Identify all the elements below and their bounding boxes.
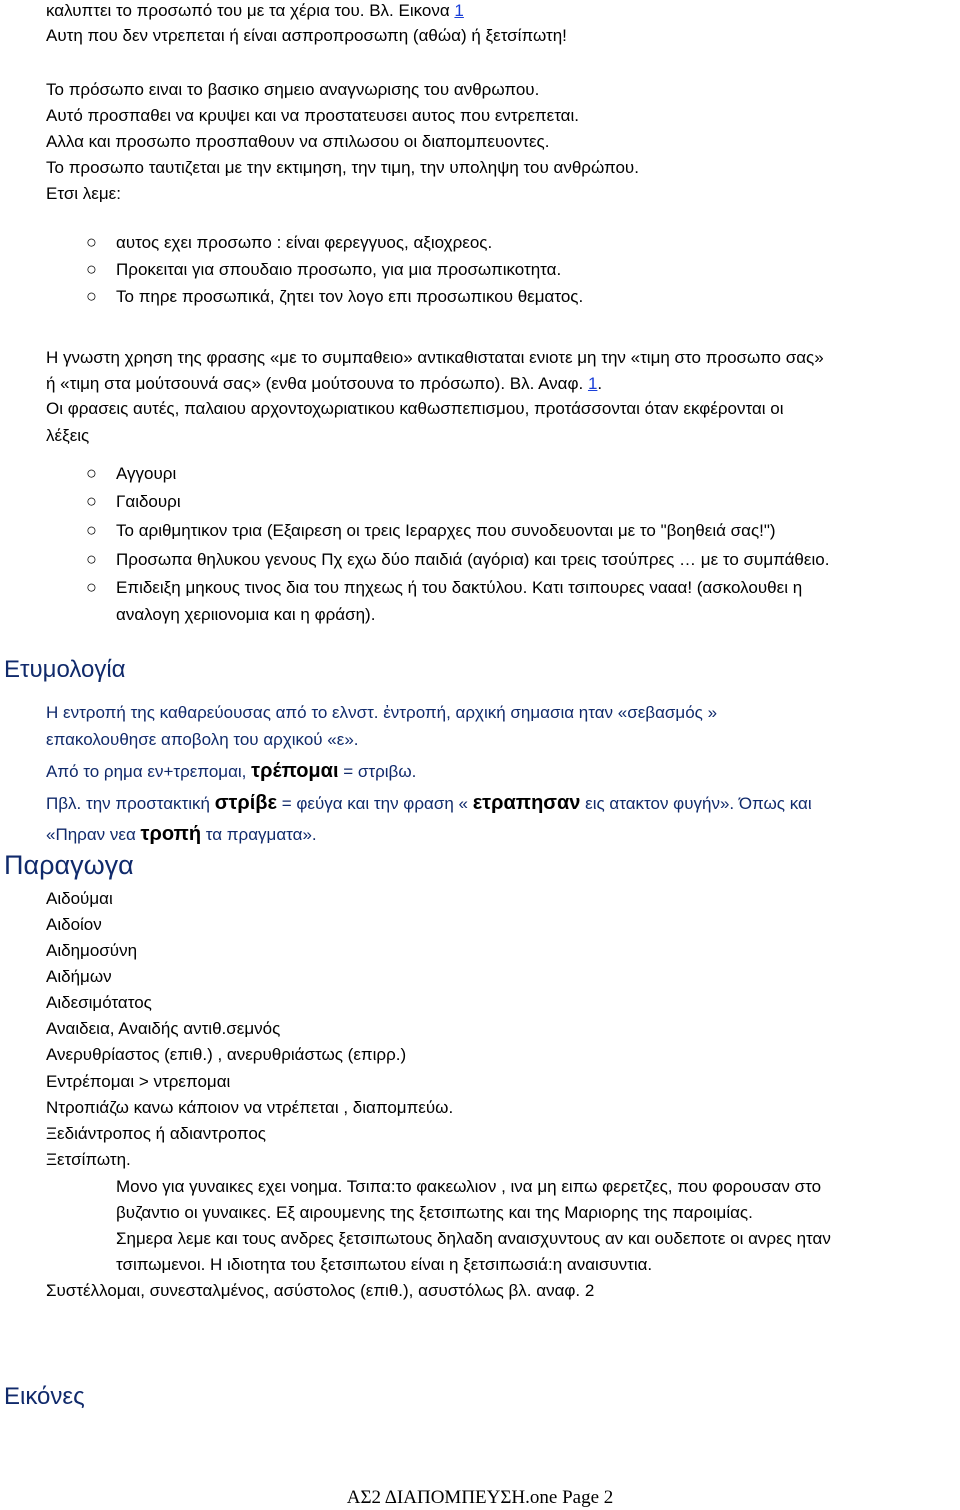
paragraph-text: ή «τιμη στα μούτσουνά σας» (ενθα μούτσουνα το πρόσωπο). Βλ. Αναφ. — [46, 374, 588, 393]
etymology-text: «Πηραν νεα — [46, 825, 141, 844]
derivative-item: Αιδήμων — [46, 967, 112, 986]
derivative-item: Αιδοίον — [46, 915, 102, 934]
hollow-circle-icon: ○ — [86, 549, 97, 569]
indented-note: Μονο για γυναικες εχει νοημα. Τσιπα:το φακεωλιον , ινα μη ειπω φερετζες, που φορουσαν στο — [116, 1177, 822, 1196]
derivative-item: Ξεδιάντροπος ή αδιαντροπος — [46, 1124, 266, 1143]
paragraph-line: Αυτό προσπαθει να κρυψει και να προστατευσει αυτος που εντρεπεται. — [46, 106, 580, 125]
intro-line-2: Αυτη που δεν ντρεπεται ή είναι ασπροπροσωπη (αθώα) ή ξετσίπωτη! — [46, 26, 567, 45]
list-item-text: Αγγουρι — [116, 464, 177, 483]
list-item-text: Επιδειξη μηκους τινος δια του πηχεως ή του δακτύλου. Κατι τσιπουρες νααα! (ασκολουθει η — [116, 578, 803, 597]
reference-link[interactable]: 1 — [587, 374, 598, 393]
list-item-text: Προσωπα θηλυκου γενους Πχ εχω δύο παιδιά (αγόρια) και τρεις τσούπρες … με το συμπάθειο. — [116, 550, 830, 569]
derivative-item: Αιδεσιμότατος — [46, 993, 152, 1012]
images-heading: Εικόνες — [4, 1383, 85, 1410]
emphasized-word: ετραπησαν — [472, 792, 581, 814]
paragraph-line: Αλλα και προσωπο προσπαθουν να σπιλωσου οι διαπομπευοντες. — [46, 132, 550, 151]
paragraph-line — [46, 373, 602, 395]
etymology-line: επακολουθησε αποβολη του αρχικού «ε». — [46, 730, 359, 749]
etymology-text: τα πραγματα». — [201, 825, 317, 844]
page-footer: ΑΣ2 ΔΙΑΠΟΜΠΕΥΣΗ.one Page 2 — [346, 1487, 614, 1508]
indented-note: βυζαντιο οι γυναικες. Εξ αιρουμενης της ξετσιπωτης και της Μαριορης της παροιμίας. — [116, 1203, 753, 1222]
intro-line-1-text: καλυπτει το προσωπό του με τα χέρια του. Βλ. Εικονα — [46, 1, 455, 20]
etymology-heading: Ετυμολογία — [4, 656, 126, 683]
derivative-item: Αιδημοσύνη — [46, 941, 138, 960]
etymology-line — [46, 823, 317, 846]
etymology-text: = φεύγα και την φραση « — [276, 794, 473, 813]
paragraph-line: Το πρόσωπο ειναι το βασικο σημειο αναγνωρισης του ανθρωπου. — [46, 80, 540, 99]
emphasized-word: στρίβε — [214, 792, 277, 814]
hollow-circle-icon: ○ — [86, 520, 97, 540]
list-item-text: Το πηρε προσωπικά, ζητει τον λογο επι προσωπικου θεματος. — [116, 287, 584, 306]
indented-note: Σημερα λεμε και τους ανδρες ξετσιπωτους δηλαδη αναισχυντους αν και ουδεποτε οι ανρες ηταν — [116, 1229, 831, 1248]
list-item-text: Γαιδουρι — [116, 492, 181, 511]
hollow-circle-icon: ○ — [86, 491, 97, 511]
derivative-item: Ντροπιάζω κανω κάποιον να ντρέπεται , διαπομπεύω. — [46, 1098, 454, 1117]
list-item-text: αυτος εχει προσωπο : είναι φερεγγυος, αξιοχρεος. — [116, 233, 493, 252]
hollow-circle-icon: ○ — [86, 463, 97, 483]
list-item-text: Το αριθμητικον τρια (Εξαιρεση οι τρεις Ιεραρχες που συνοδευονται με το "βοηθειά σας!") — [116, 521, 776, 540]
derivative-item: Αιδούμαι — [46, 889, 113, 908]
etymology-text: εις ατακτον φυγήν». Όπως και — [580, 794, 812, 813]
list-item-text: Προκειται για σπουδαιο προσωπο, για μια προσωπικοτητα. — [116, 260, 562, 279]
derivative-item: Ανερυθρίαστος (επιθ.) , ανερυθριάστως (επιρρ.) — [46, 1045, 407, 1064]
hollow-circle-icon: ○ — [86, 259, 97, 279]
derivative-item: Εντρέπομαι > ντρεπομαι — [46, 1072, 231, 1091]
etymology-line — [46, 760, 416, 783]
derivative-item: Αναιδεια, Αναιδής αντιθ.σεμνός — [46, 1019, 281, 1038]
derivative-item: Συστέλλομαι, συνεσταλμένος, ασύστολος (επιθ.), ασυστόλως βλ. αναφ. 2 — [46, 1281, 595, 1300]
etymology-text: Πβλ. την προστακτική — [46, 794, 215, 813]
derivative-item: Ξετσίπωτη. — [46, 1150, 131, 1169]
emphasized-word: τρέπομαι — [251, 760, 339, 782]
etymology-text: Από το ρημα εν+τρεπομαι, — [46, 762, 252, 781]
etymology-line: Η εντροπή της καθαρεύουσας από το ελνστ. ἐντροπή, αρχική σημασια ηταν «σεβασμός » — [46, 703, 718, 722]
derivatives-heading: Παραγωγα — [4, 850, 134, 880]
intro-line-1 — [46, 0, 464, 22]
etymology-line — [46, 792, 812, 815]
hollow-circle-icon: ○ — [86, 232, 97, 252]
paragraph-line: Ετσι λεμε: — [46, 184, 121, 203]
period: . — [597, 374, 603, 393]
etymology-text: = στριβω. — [338, 762, 417, 781]
paragraph-line: Η γνωστη χρηση της φρασης «με το συμπαθειο» αντικαθισταται ενιοτε μη την «τιμη στο προσωπο σας» — [46, 348, 824, 367]
indented-note: τσιπωμενοι. Η ιδιοτητα του ξετσιπωτου είναι η ξετσιπωσιά:η αναισυντια. — [116, 1255, 653, 1274]
emphasized-word: τροπή — [140, 823, 202, 845]
image-reference-link[interactable]: 1 — [454, 1, 464, 20]
paragraph-line: Οι φρασεις αυτές, παλαιου αρχοντοχωριατικου καθωσπεπισμου, προτάσσονται όταν εκφέρονται οι — [46, 399, 784, 418]
paragraph-line: λέξεις — [46, 426, 90, 445]
hollow-circle-icon: ○ — [86, 577, 97, 597]
hollow-circle-icon: ○ — [86, 286, 97, 306]
paragraph-line: Το προσωπο ταυτιζεται με την εκτιμηση, την τιμη, την υποληψη του ανθρώπου. — [46, 158, 639, 177]
list-item-text: αναλογη χεριιονομια και η φράση). — [116, 605, 376, 624]
